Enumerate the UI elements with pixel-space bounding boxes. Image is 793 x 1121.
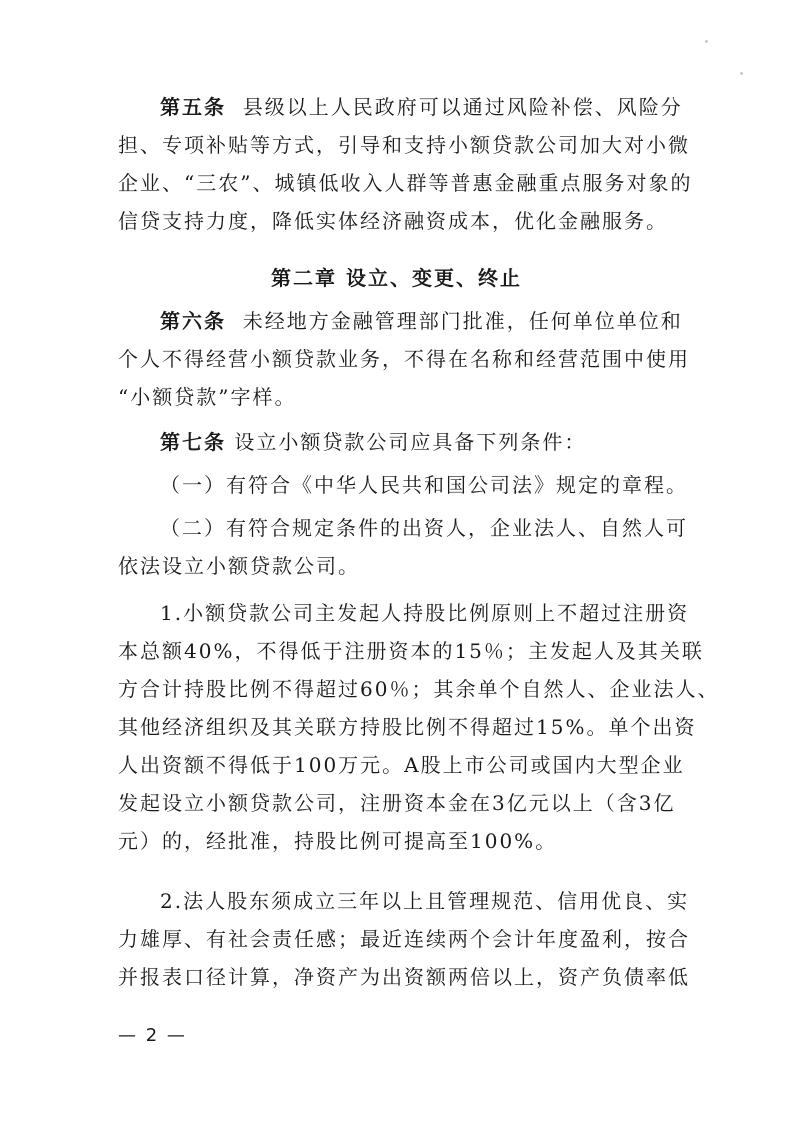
item-2-line: 依法设立小额贷款公司。 (118, 554, 360, 578)
article-7-heading: 第七条 (160, 430, 226, 454)
article-5-text: 县级以上人民政府可以通过风险补偿、风险分 (242, 95, 683, 119)
sub-item-1-line: 方合计持股比例不得超过60％；其余单个自然人、企业法人、 (118, 677, 720, 701)
article-6-text: 未经地方金融管理部门批准，任何单位单位和 (242, 309, 683, 333)
article-6-line-1 (118, 302, 683, 340)
scan-speck (705, 40, 708, 43)
sub-item-1-line: 元）的，经批准，持股比例可提高至100%。 (118, 829, 558, 853)
article-6-line: 个人不得经营小额贷款业务，不得在名称和经营范围中使用 (118, 347, 690, 371)
article-5-line: 信贷支持力度，降低实体经济融资成本，优化金融服务。 (118, 209, 668, 233)
article-6 (118, 302, 690, 416)
article-6-line: “小额贷款”字样。 (118, 385, 297, 409)
sub-item-1-line: 人出资额不得低于100万元。A股上市公司或国内大型企业 (118, 753, 685, 777)
item-2 (118, 509, 688, 585)
article-5-line: 担、专项补贴等方式，引导和支持小额贷款公司加大对小微 (118, 133, 690, 157)
article-5-heading: 第五条 (160, 95, 226, 119)
article-5 (118, 88, 693, 240)
sub-item-1-line: 其他经济组织及其关联方持股比例不得超过15%。单个出资 (118, 715, 697, 739)
article-7-text: 设立小额贷款公司应具备下列条件： (234, 430, 587, 454)
scan-speck (740, 72, 743, 75)
sub-item-1-line: 本总额40%，不得低于注册资本的15％；主发起人及其关联 (118, 639, 704, 663)
sub-item-1 (118, 594, 720, 860)
sub-item-1-line: 发起设立小额贷款公司，注册资本金在3亿元以上（含3亿 (118, 791, 676, 815)
article-7 (118, 423, 678, 461)
item-2-line: （二）有符合规定条件的出资人，企业法人、自然人可 (160, 516, 688, 540)
article-6-heading: 第六条 (160, 309, 226, 333)
sub-item-2 (118, 882, 690, 996)
article-7-line-1 (118, 423, 678, 461)
article-5-line-1 (118, 88, 683, 126)
sub-item-2-line: 2.法人股东须成立三年以上且管理规范、信用优良、实 (160, 889, 690, 913)
chapter-heading: 第二章 设立、变更、终止 (271, 266, 522, 290)
item-1-line: （一）有符合《中华人民共和国公司法》规定的章程。 (160, 473, 688, 497)
article-5-line: 企业、“三农”、城镇低收入人群等普惠金融重点服务对象的 (118, 171, 693, 195)
sub-item-2-line: 并报表口径计算，净资产为出资额两倍以上，资产负债率低 (118, 965, 690, 989)
item-1 (118, 466, 688, 504)
page-number: — 2 — (118, 1025, 187, 1046)
sub-item-1-line: 1.小额贷款公司主发起人持股比例原则上不超过注册资 (160, 601, 690, 625)
sub-item-2-line: 力雄厚、有社会责任感；最近连续两个会计年度盈利，按合 (118, 927, 690, 951)
